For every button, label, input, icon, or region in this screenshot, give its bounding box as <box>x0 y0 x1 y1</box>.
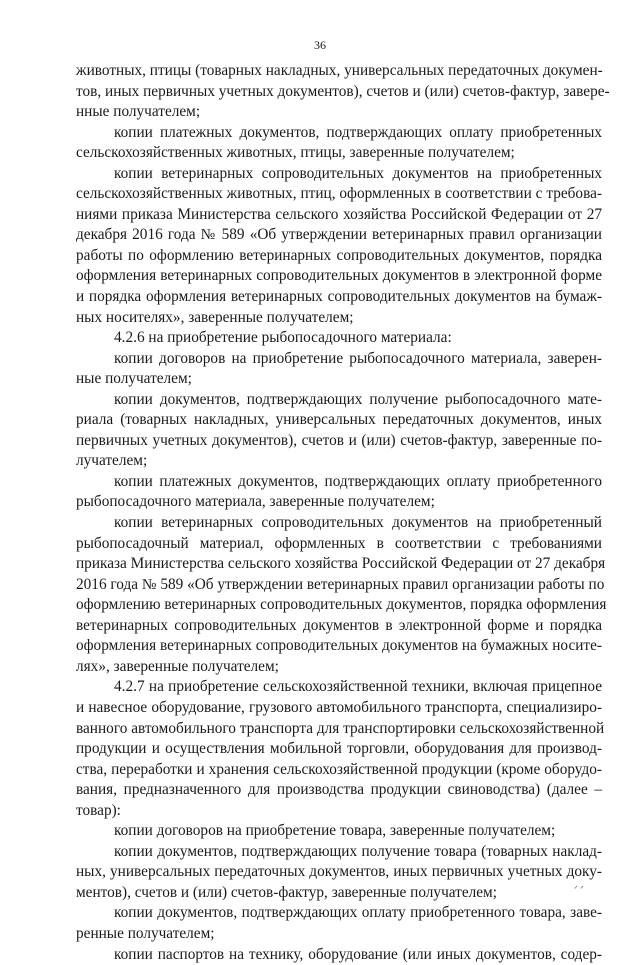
text-line: ные получателем; <box>76 370 192 388</box>
corner-mark: ᐟ ᐟ <box>574 884 584 894</box>
text-line: и порядка оформления ветеринарных сопроводительных документов на бумаж- <box>76 288 602 306</box>
text-line: ства, переработки и хранения сельскохозяйственной продукции (кроме оборудо- <box>76 760 602 778</box>
text-line: лях», заверенные получателем; <box>76 657 279 675</box>
text-line: копии документов, подтверждающих получение товара (товарных наклад- <box>114 842 602 860</box>
text-line: риала (товарных накладных, универсальных передаточных документов, иных <box>76 411 602 429</box>
text-line: копии договоров на приобретение рыбопосадочного материала, заверен- <box>114 349 602 367</box>
text-line: ренные получателем; <box>76 924 215 942</box>
text-line: приказа Министерства сельского хозяйства Российской Федерации от 27 декабря <box>76 555 606 573</box>
text-line: нные получателем; <box>76 103 201 121</box>
text-line: ванного автомобильного транспорта для транспортировки сельскохозяйственной <box>76 719 605 737</box>
text-line: товар): <box>76 801 121 819</box>
text-line: копии платежных документов, подтверждающих оплату приобретенных <box>114 123 602 141</box>
text-line: животных, птицы (товарных накладных, универсальных передаточных докумен- <box>76 62 603 79</box>
text-line: копии ветеринарных сопроводительных документов на приобретенных <box>114 164 602 182</box>
text-line: тов, иных первичных учетных документов), счетов и (или) счетов-фактур, завере- <box>76 82 610 100</box>
text-line: лучателем; <box>76 452 148 470</box>
text-line: ветеринарных сопроводительных документов в электронной форме и порядка <box>76 616 602 634</box>
page-number: 36 <box>314 38 326 52</box>
text-line: копии договоров на приобретение товара, заверенные получателем; <box>114 822 556 840</box>
text-line: и навесное оборудование, грузового автомобильного транспорта, специализиро- <box>76 698 602 716</box>
text-line: ных носителях», заверенные получателем; <box>76 308 354 326</box>
text-line: рыбопосадочного материала, заверенные получателем; <box>76 493 435 511</box>
text-line: оформления ветеринарных сопроводительных документов на бумажных носите- <box>76 637 602 655</box>
document-body <box>76 61 610 965</box>
text-line: сельскохозяйственных животных, птицы, заверенные получателем; <box>76 144 515 162</box>
text-line: ниями приказа Министерства сельского хозяйства Российской Федерации от 27 <box>76 205 602 223</box>
text-line: 4.2.6 на приобретение рыбопосадочного материала: <box>114 329 452 347</box>
text-line: продукции и осуществления мобильной торговли, оборудования для производ- <box>76 740 602 758</box>
text-line: 2016 года № 589 «Об утверждении ветеринарных правил организации работы по <box>76 575 605 593</box>
text-line: копии документов, подтверждающих оплату приобретенного товара, заве- <box>114 904 602 922</box>
text-line: оформлению ветеринарных сопроводительных документов, порядка оформления <box>76 596 607 614</box>
text-line: сельскохозяйственных животных, птиц, оформленных в соответствии с требова- <box>76 185 602 203</box>
text-line: вания, предназначенного для производства продукции свиноводства) (далее – <box>76 781 602 799</box>
text-line: первичных учетных документов), счетов и (или) счетов-фактур, заверенные по- <box>76 431 602 449</box>
text-line: 4.2.7 на приобретение сельскохозяйственной техники, включая прицепное <box>114 678 602 696</box>
text-line: декабря 2016 года № 589 «Об утверждении ветеринарных правил организации <box>76 226 602 244</box>
text-line: копии ветеринарных сопроводительных документов на приобретенный <box>114 514 602 532</box>
text-line: оформления ветеринарных сопроводительных документов в электронной форме <box>76 267 602 285</box>
text-line: ментов), счетов и (или) счетов-фактур, заверенные получателем; <box>76 883 497 901</box>
text-line: копии документов, подтверждающих получение рыбопосадочного мате- <box>114 390 602 408</box>
text-line: рыбопосадочный материал, оформленных в соответствии с требованиями <box>76 534 602 552</box>
text-line: копии паспортов на технику, оборудование (или иных документов, содер- <box>114 945 602 963</box>
text-line: ных, универсальных передаточных документов, иных первичных учетных доку- <box>76 863 602 881</box>
text-line: работы по оформлению ветеринарных сопроводительных документов, порядка <box>76 246 602 264</box>
text-line: копии платежных документов, подтверждающих оплату приобретенного <box>114 472 602 490</box>
